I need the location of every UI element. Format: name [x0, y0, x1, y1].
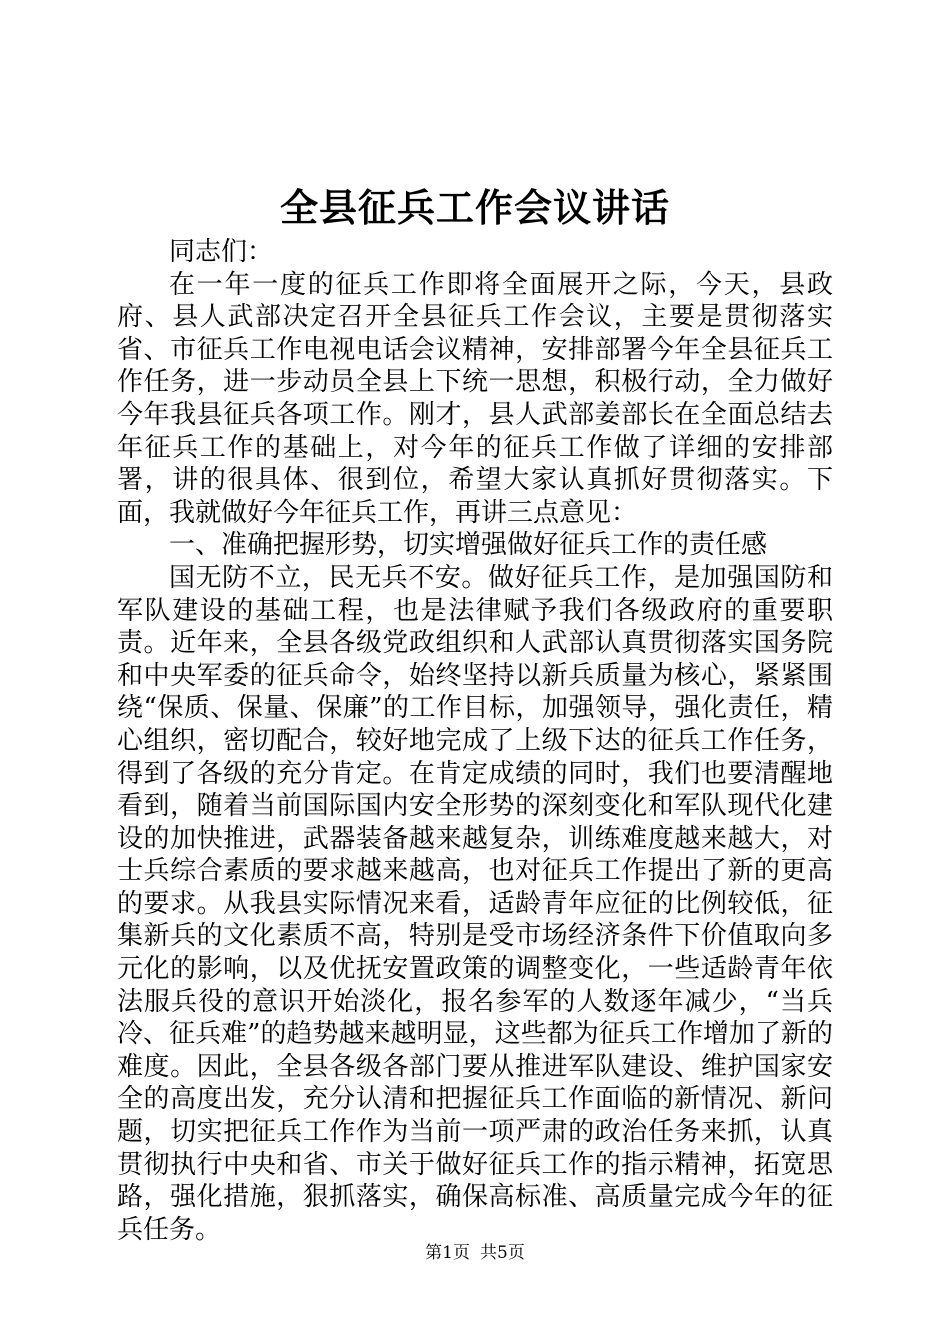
- section-heading-1: 一、准确把握形势，切实增强做好征兵工作的责任感: [169, 530, 768, 561]
- document-title: 全县征兵工作会议讲话: [279, 186, 670, 230]
- document-body: [117, 236, 833, 1246]
- page-footer: [0, 1242, 950, 1264]
- salutation: 同志们：: [169, 237, 274, 267]
- page-total: 共5页: [480, 1243, 525, 1263]
- paragraph-section-1: 国无防不立，民无兵不安。做好征兵工作，是加强国防和军队建设的基础工程，也是法律赋予我们各级政府的重要职责。近年来，全县各级党政组织和人武部认真贯彻落实国务院和中央军委的征兵命令，始终坚持以新兵质量为核心，紧紧围绕“保质、保量、保廉”的工作目标，加强领导，强化责任，精心组织，密切配合，较好地完成了上级下达的征兵工作任务，得到了各级的充分肯定。在肯定成绩的同时，我们也要清醒地看到，随着当前国际国内安全形势的深刻变化和军队现代化建设的加快推进，武器装备越来越复杂，训练难度越来越大，对士兵综合素质的要求越来越高，也对征兵工作提出了新的更高的要求。从我县实际情况来看，适龄青年应征的比例较低，征集新兵的文化素质不高，特别是受市场经济条件下价值取向多元化的影响，以及优抚安置政策的调整变化，一些适龄青年依法服兵役的意识开始淡化，报名参军的人数逐年减少，“当兵冷、征兵难”的趋势越来越明显，这些都为征兵工作增加了新的难度。因此，全县各级各部门要从推进军队建设、维护国家安全的高度出发，充分认清和把握征兵工作面临的新情况、新问题，切实把征兵工作作为当前一项严肃的政治任务来抓，认真贯彻执行中央和省、市关于做好征兵工作的指示精神，拓宽思路，强化措施，狠抓落实，确保高标准、高质量完成今年的征兵任务。: [117, 562, 833, 1245]
- paragraph-intro: 在一年一度的征兵工作即将全面展开之际，今天，县政府、县人武部决定召开全县征兵工作会议，主要是贯彻落实省、市征兵工作电视电话会议精神，安排部署今年全县征兵工作任务，进一步动员全县上下统一思想，积极行动，全力做好今年我县征兵各项工作。刚才，县人武部姜部长在全面总结去年征兵工作的基础上，对今年的征兵工作做了详细的安排部署，讲的很具体、很到位，希望大家认真抓好贯彻落实。下面，我就做好今年征兵工作，再讲三点意见：: [117, 269, 833, 528]
- page-number: 第1页: [425, 1243, 470, 1263]
